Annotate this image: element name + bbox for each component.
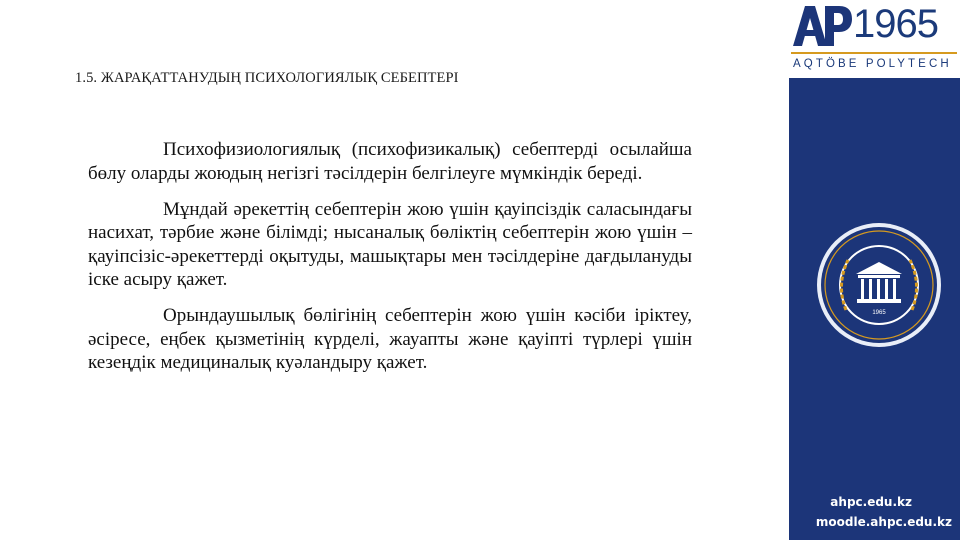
slide-body — [88, 138, 692, 387]
website-link[interactable]: ahpc.edu.kz — [830, 495, 912, 509]
paragraph-3: Орындаушылық бөлігінің себептерін жою үшін кәсіби іріктеу, әсіресе, еңбек қызметінің күрделі, жауапты және қауіпті түрлері үшін кезеңдік медициналық куәландыру қажет. — [88, 305, 692, 373]
slide-heading: 1.5. ЖАРАҚАТТАНУДЫҢ ПСИХОЛОГИЯЛЫҚ СЕБЕПТЕРІ — [75, 70, 459, 86]
paragraph-1: Психофизиологиялық (психофизикалық) себептерді осылайша бөлу оларды жоюдың негізгі тәсілдерін белгілеуге мүмкіндік береді. — [88, 139, 692, 184]
moodle-link[interactable]: moodle.ahpc.edu.kz — [815, 515, 952, 529]
emblem-year: 1965 — [872, 310, 886, 316]
ap-logo-icon — [791, 4, 853, 46]
website-links — [789, 492, 960, 532]
logo-divider — [791, 52, 957, 54]
paragraph-2: Мұндай әрекеттің себептерін жою үшін қауіпсіздік саласындағы насихат, тәрбие және білімді; нысаналық бөліктің себептерін жою үшін –қауіпсізіс-әрекеттерді оқытуды, машықтары мен тәсілдеріне дағдылануды іске асыру қажет. — [88, 198, 692, 290]
logo-year: 1965 — [853, 2, 938, 46]
college-emblem-icon — [816, 222, 942, 348]
logo-tagline: AQTÖBE POLYTECH — [793, 58, 952, 70]
